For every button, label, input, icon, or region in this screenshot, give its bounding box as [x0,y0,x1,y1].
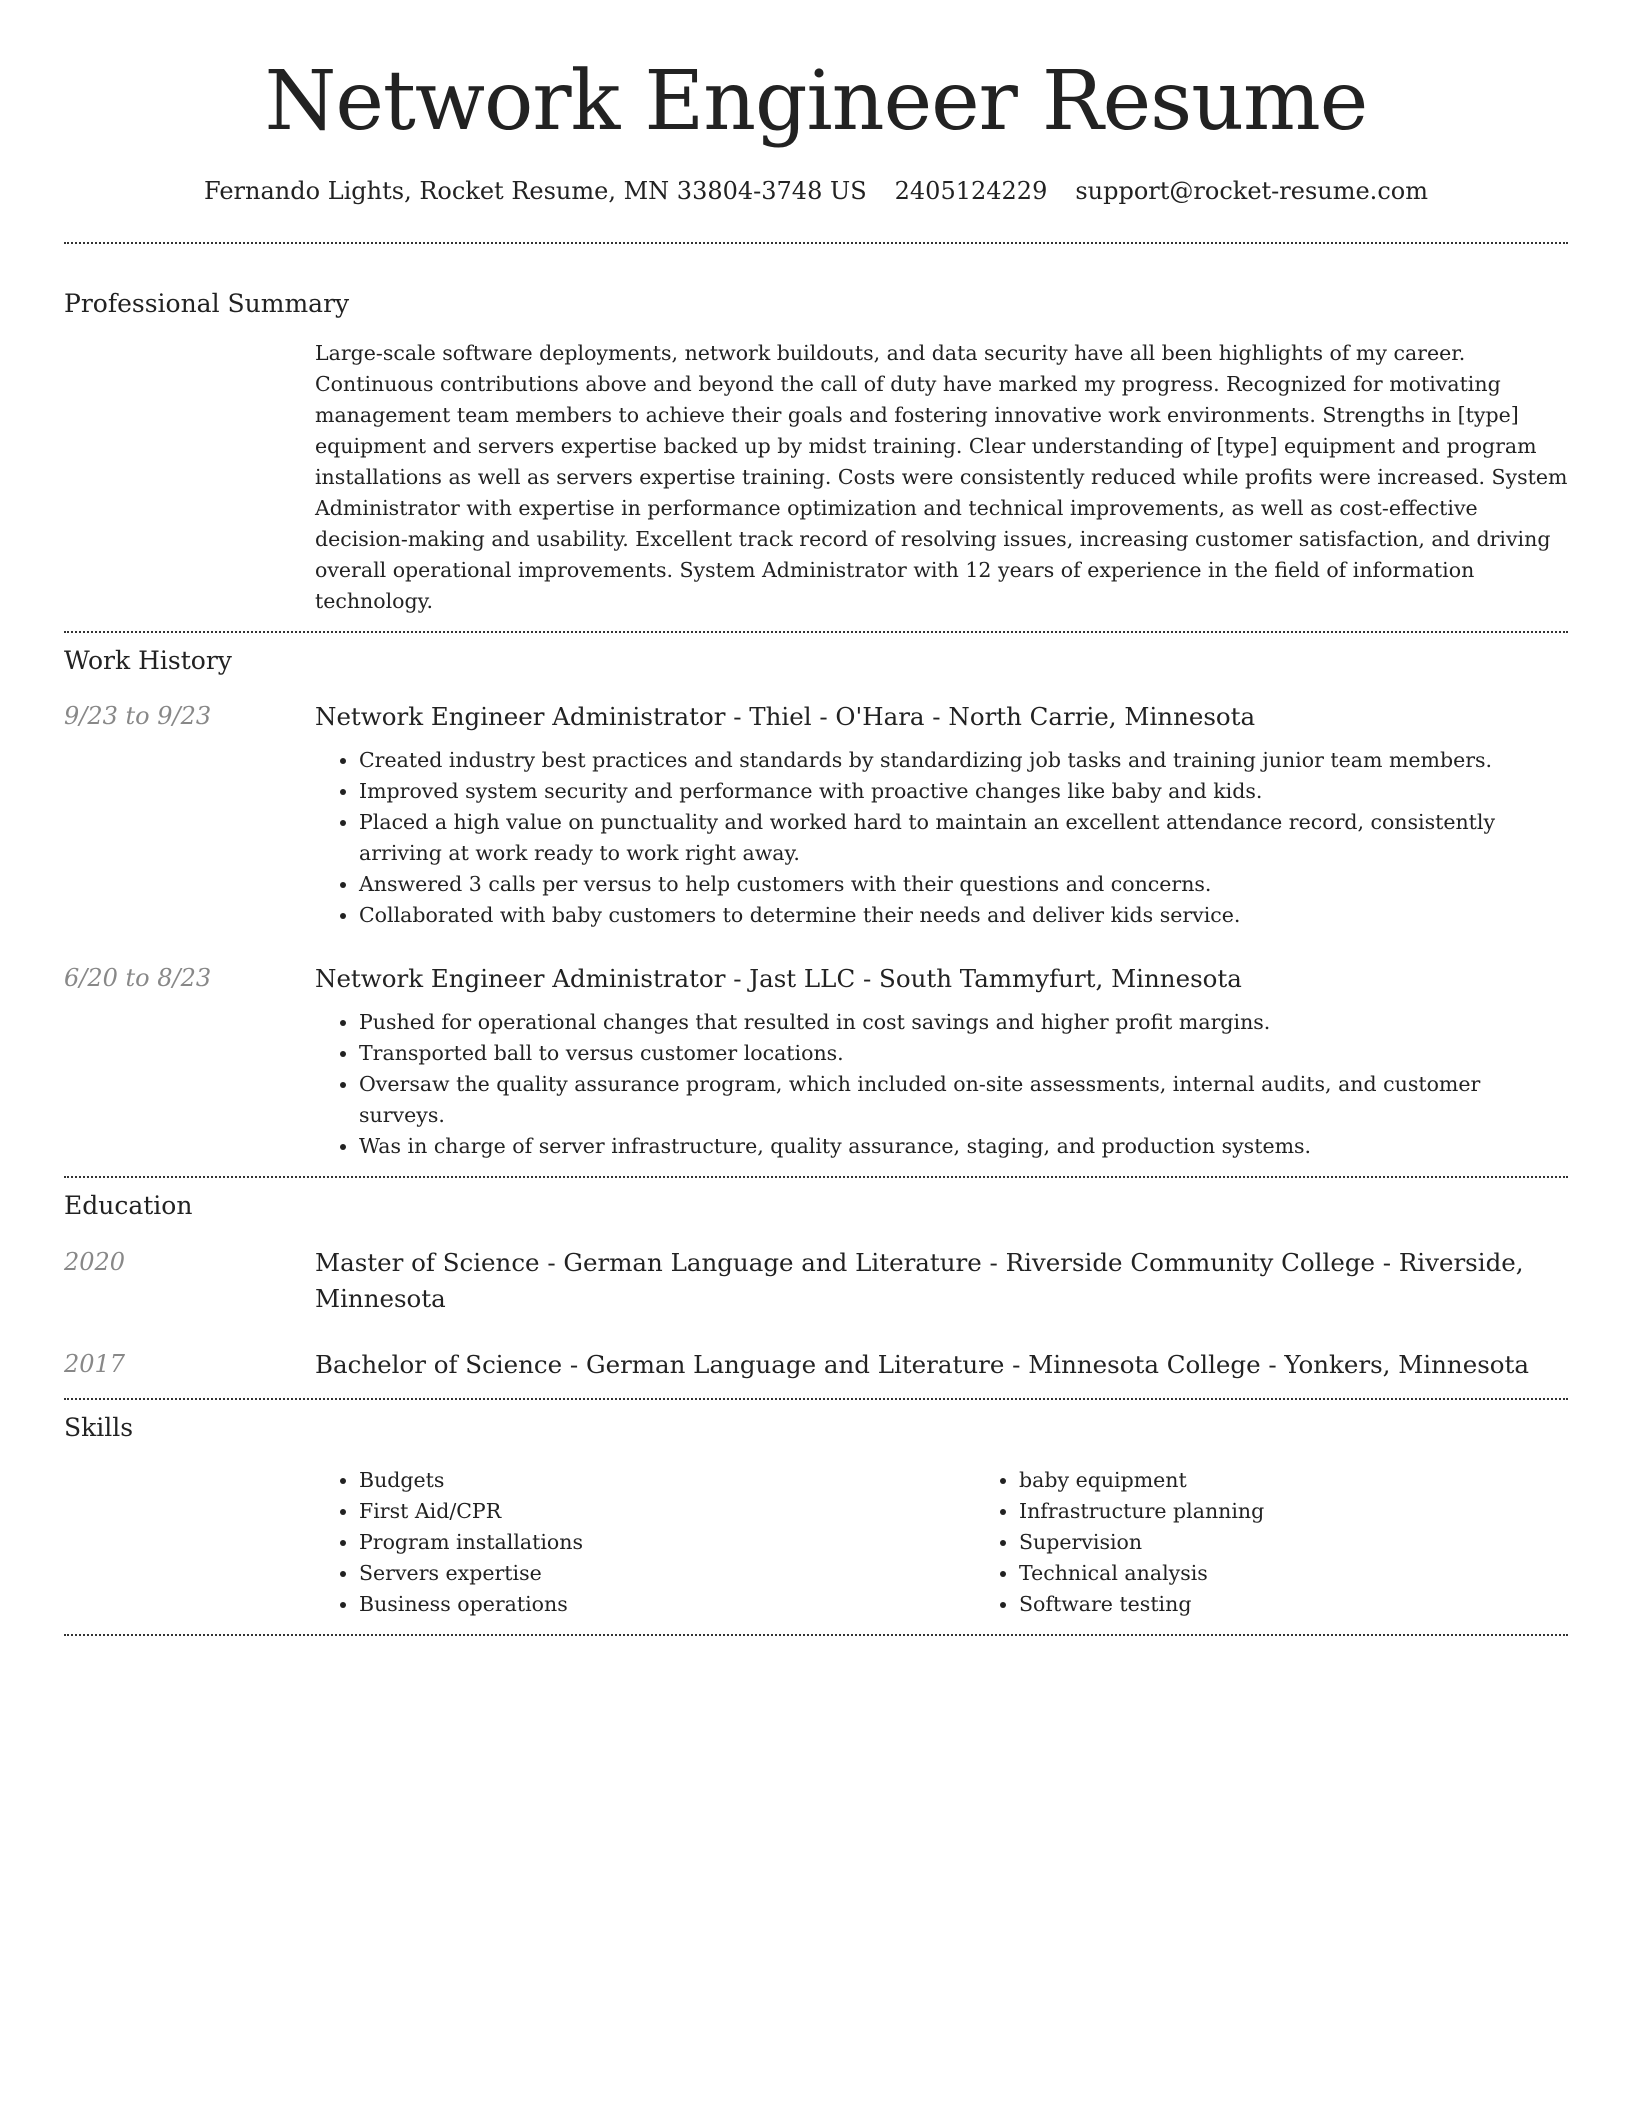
job-bullet: • Improved system security and performance with proactive changes like baby and kids. [359,776,1568,807]
contact-email: support@rocket-resume.com [1075,177,1428,205]
summary-heading: Professional Summary [64,289,350,318]
skill-item: • baby equipment [1019,1465,1632,1496]
job-entry [64,961,1568,1162]
job-bullets [315,1007,1568,1162]
skill-item: • First Aid/CPR [359,1496,975,1527]
skills-list-left [315,1465,975,1620]
contact-phone: 2405124229 [894,177,1048,205]
job-dates: 6/20 to 8/23 [64,964,212,992]
job-bullet: • Placed a high value on punctuality and worked hard to maintain an excellent attendance record, consistently arriving at work ready to work right away. [359,807,1568,869]
divider [64,1634,1568,1636]
education-section [64,1189,1568,1383]
education-degree: Master of Science - German Language and Literature - Riverside Community College - Riverside, Minnesota [315,1248,1524,1313]
education-year: 2017 [64,1350,126,1378]
skill-item: • Budgets [359,1465,975,1496]
divider [64,631,1568,633]
skills-section [64,1411,1568,1620]
education-degree: Bachelor of Science - German Language and Literature - Minnesota College - Yonkers, Minnesota [315,1350,1529,1379]
summary-text: Large-scale software deployments, network buildouts, and data security have all been highlights of my career. Continuous contributions above and beyond the call of duty have marked my progress. Recognized for motivating management team members to achieve their goals and fostering innovative work environments. Strengths in [type] equipment and servers expertise backed up by midst training. Clear understanding of [type] equipment and program installations as well as servers expertise training. Costs were consistently reduced while profits were increased. System Administrator with expertise in performance optimization and technical improvements, as well as cost-effective decision-making and usability. Excellent track record of resolving issues, increasing customer satisfaction, and driving overall operational improvements. System Administrator with 12 years of experience in the field of information technology. [315,341,1568,613]
job-entry [64,699,1568,931]
skill-item: • Infrastructure planning [1019,1496,1632,1527]
work-history-heading: Work History [64,646,232,675]
job-bullet: • Created industry best practices and standards by standardizing job tasks and training junior team members. [359,745,1568,776]
skill-item: • Technical analysis [1019,1558,1632,1589]
skill-item: • Software testing [1019,1589,1632,1620]
education-heading: Education [64,1191,193,1220]
skill-item: • Program installations [359,1527,975,1558]
divider [64,242,1568,244]
contact-line [64,174,1568,208]
education-year: 2020 [64,1248,126,1276]
skill-item: • Servers expertise [359,1558,975,1589]
contact-address: Fernando Lights, Rocket Resume, MN 33804-3748 US [204,177,867,205]
divider [64,1176,1568,1178]
job-bullet: • Collaborated with baby customers to determine their needs and deliver kids service. [359,900,1568,931]
job-bullet: • Answered 3 calls per versus to help customers with their questions and concerns. [359,869,1568,900]
skills-list-right [975,1465,1632,1620]
job-title: Network Engineer Administrator - Thiel - O'Hara - North Carrie, Minnesota [315,702,1256,731]
job-dates: 9/23 to 9/23 [64,702,212,730]
skills-heading: Skills [64,1413,134,1442]
job-bullets [315,745,1568,931]
job-bullet: • Transported ball to versus customer locations. [359,1038,1568,1069]
job-bullet: • Was in charge of server infrastructure, quality assurance, staging, and production systems. [359,1131,1568,1162]
summary-section [64,287,1568,617]
resume-title: Network Engineer Resume [264,54,1368,149]
work-history-section [64,644,1568,1162]
education-entry [64,1245,1568,1317]
education-entry [64,1347,1568,1383]
divider [64,1398,1568,1400]
job-bullet: • Pushed for operational changes that resulted in cost savings and higher profit margins. [359,1007,1568,1038]
skill-item: • Supervision [1019,1527,1632,1558]
skill-item: • Business operations [359,1589,975,1620]
job-title: Network Engineer Administrator - Jast LLC - South Tammyfurt, Minnesota [315,964,1242,993]
job-bullet: • Oversaw the quality assurance program, which included on-site assessments, internal audits, and customer surveys. [359,1069,1568,1131]
